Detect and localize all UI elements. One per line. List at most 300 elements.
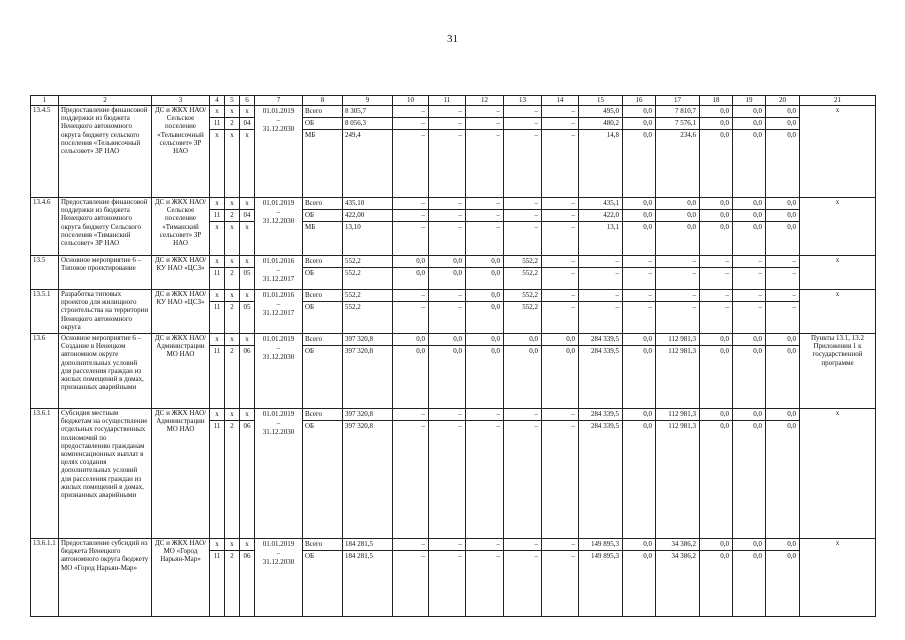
amount-cell (343, 290, 393, 334)
amount-value: 0,0 (753, 552, 762, 560)
amount-cell (700, 106, 733, 198)
code-value: 06 (243, 347, 251, 355)
amount-value: – (579, 290, 622, 302)
code-value: 2 (230, 303, 234, 311)
amount-cell (733, 334, 766, 409)
funding-source: ОБ (303, 210, 342, 222)
amount-cell (343, 106, 393, 198)
amount-value: – (429, 198, 465, 210)
amount-value: – (766, 290, 799, 302)
amount-value: 0,0 (491, 303, 500, 311)
amount-cell (393, 290, 429, 334)
code-value: х (225, 198, 239, 210)
period-value: 01.01.2016 (262, 291, 295, 299)
amount-value: – (725, 303, 729, 311)
amount-cell (343, 256, 393, 290)
amount-value: – (429, 539, 465, 551)
amount-cell (623, 334, 656, 409)
amount-value: – (429, 118, 465, 130)
column-header-5: 5 (225, 96, 240, 106)
funding-source: Всего (303, 290, 342, 302)
item-executor: ДС и ЖКХ НАО/ Сельское поселение «Тельвисочный сельсовет» ЗР НАО (152, 106, 210, 198)
item-name: Предоставление финансовой поддержки из бюджета Ненецкого автономного округа бюджету сельского поселения «Тельвисочный сельсовет» ЗР НАО (59, 106, 152, 198)
code-cell (225, 539, 240, 617)
amount-value: 0,0 (720, 131, 729, 139)
item-executor: ДС и ЖКХ НАО/ КУ НАО «ЦСЗ» (152, 256, 210, 290)
amount-cell (429, 409, 466, 539)
amount-value: – (623, 290, 655, 302)
amount-cell (504, 256, 542, 290)
amount-cell (766, 539, 800, 617)
amount-value: 0,0 (623, 539, 655, 551)
amount-value: – (421, 131, 425, 139)
amount-cell (623, 106, 656, 198)
item-name: Предоставление финансовой поддержки из бюджета Ненецкого автономного округа бюджету Сельского поселения «Тиманский сельсовет» ЗР НАО (59, 198, 152, 256)
amount-value: 0,0 (787, 552, 796, 560)
amount-value: 0,0 (766, 539, 799, 551)
amount-value: 0,0 (393, 334, 428, 346)
table-row (31, 539, 876, 617)
amount-cell (393, 334, 429, 409)
amount-value: 112 981,3 (656, 409, 699, 421)
amount-cell (343, 334, 393, 409)
code-value: 04 (240, 118, 254, 130)
amount-cell (766, 334, 800, 409)
amount-cell (466, 539, 504, 617)
amount-value: – (534, 552, 538, 560)
amount-cell (733, 290, 766, 334)
amount-value: 149 895,3 (591, 552, 619, 560)
column-header-17: 17 (656, 96, 700, 106)
funding-source: ОБ (303, 118, 342, 130)
amount-cell (579, 290, 623, 334)
amount-cell (429, 290, 466, 334)
amount-cell (504, 290, 542, 334)
amount-value: 0,0 (733, 198, 765, 210)
amount-value: – (393, 106, 428, 118)
amount-cell (656, 290, 700, 334)
code-value: 06 (243, 552, 251, 560)
amount-value: – (692, 269, 696, 277)
period-value: 01.01.2019 (262, 410, 295, 418)
source-cell (303, 539, 343, 617)
amount-value: – (458, 131, 462, 139)
code-value: 05 (243, 269, 251, 277)
amount-cell (393, 198, 429, 256)
period-value: 01.01.2019 (262, 199, 295, 207)
amount-value: 552,2 (504, 256, 541, 268)
amount-value: 552,2 (345, 303, 361, 311)
amount-cell (393, 256, 429, 290)
amount-value: 0,0 (787, 422, 796, 430)
table-row (31, 198, 876, 256)
amount-cell (542, 198, 579, 256)
amount-value: – (504, 106, 541, 118)
amount-cell (700, 409, 733, 539)
amount-cell (429, 334, 466, 409)
amount-cell (343, 539, 393, 617)
code-cell (225, 256, 240, 290)
amount-value: – (725, 269, 729, 277)
item-note: х (800, 198, 876, 256)
amount-cell (766, 290, 800, 334)
amount-cell (656, 256, 700, 290)
source-cell (303, 198, 343, 256)
amount-cell (766, 409, 800, 539)
code-value: х (225, 256, 239, 268)
item-note: х (800, 539, 876, 617)
amount-value: – (504, 539, 541, 551)
amount-cell (542, 290, 579, 334)
amount-cell (466, 106, 504, 198)
amount-value: 0,0 (733, 409, 765, 421)
amount-value: – (656, 290, 699, 302)
amount-value: 552,2 (522, 303, 538, 311)
item-name: Предоставление субсидий из бюджета Ненецкого автономного округа бюджету МО «Город Нарьян-Мар» (59, 539, 152, 617)
code-cell (225, 198, 240, 256)
amount-cell (700, 256, 733, 290)
funding-source: Всего (303, 106, 342, 118)
amount-value: – (496, 552, 500, 560)
amount-value: – (571, 303, 575, 311)
amount-value: – (504, 118, 541, 130)
amount-cell (504, 539, 542, 617)
amount-value: 0,0 (733, 118, 765, 130)
code-value: 2 (225, 118, 239, 130)
amount-value: 552,2 (343, 256, 392, 268)
period-value: 31.12.2030 (262, 428, 295, 436)
amount-cell (579, 334, 623, 409)
code-cell (210, 334, 225, 409)
code-cell (210, 290, 225, 334)
amount-cell (466, 409, 504, 539)
amount-value: 0,0 (700, 210, 732, 222)
item-note: х (800, 106, 876, 198)
amount-value: – (458, 422, 462, 430)
item-name: Разработка типовых проектов для жилищного строительства на территории Ненецкого автономного округа (59, 290, 152, 334)
funding-source: ОБ (305, 552, 315, 560)
amount-value: 435,1 (579, 198, 622, 210)
amount-value: – (615, 303, 619, 311)
code-cell (210, 539, 225, 617)
code-value: 06 (243, 422, 251, 430)
item-number: 13.4.6 (31, 198, 59, 256)
funding-source: ОБ (305, 422, 315, 430)
period-value: – (276, 344, 281, 352)
amount-value: 0,0 (491, 269, 500, 277)
period-value: – (276, 419, 281, 427)
amount-value: 0,0 (643, 223, 652, 231)
amount-value: – (542, 290, 578, 302)
code-value: 11 (213, 303, 221, 311)
amount-value: 0,0 (766, 409, 799, 421)
code-cell (210, 198, 225, 256)
amount-value: – (571, 269, 575, 277)
amount-value: 0,0 (787, 347, 796, 355)
amount-value: 0,0 (766, 210, 799, 222)
amount-cell (504, 334, 542, 409)
item-executor: ДС и ЖКХ НАО/ Сельское поселение «Тиманский сельсовет» ЗР НАО (152, 198, 210, 256)
amount-cell (542, 106, 579, 198)
amount-cell (700, 198, 733, 256)
amount-value: – (429, 409, 465, 421)
table-row (31, 409, 876, 539)
amount-value: – (648, 303, 652, 311)
code-value: 05 (243, 303, 251, 311)
amount-value: – (534, 422, 538, 430)
code-value: х (240, 409, 254, 421)
amount-value: – (692, 303, 696, 311)
item-note: х (800, 409, 876, 539)
code-value: х (240, 334, 254, 346)
amount-value: 0,0 (700, 106, 732, 118)
source-cell (303, 106, 343, 198)
column-header-13: 13 (504, 96, 542, 106)
amount-cell (393, 539, 429, 617)
amount-value: 0,0 (623, 106, 655, 118)
period-value: 31.12.2030 (262, 217, 295, 225)
amount-value: 0,0 (656, 210, 699, 222)
period-cell (255, 409, 303, 539)
amount-value: – (542, 409, 578, 421)
amount-value: 552,2 (504, 290, 541, 302)
amount-value: 0,0 (753, 347, 762, 355)
amount-value: – (504, 210, 541, 222)
code-value: х (240, 198, 254, 210)
amount-cell (429, 256, 466, 290)
code-value: х (240, 290, 254, 302)
amount-value: 0,0 (623, 334, 655, 346)
amount-value: – (466, 198, 503, 210)
amount-cell (504, 198, 542, 256)
amount-value: 112 981,3 (668, 347, 696, 355)
code-value: х (210, 290, 224, 302)
amount-value: 0,0 (643, 552, 652, 560)
column-header-2: 2 (59, 96, 152, 106)
amount-value: – (792, 303, 796, 311)
amount-cell (733, 256, 766, 290)
period-value: 31.12.2030 (262, 353, 295, 361)
amount-value: 397 320,8 (343, 409, 392, 421)
amount-value: – (542, 118, 578, 130)
amount-cell (623, 198, 656, 256)
amount-value: 13,1 (606, 223, 619, 231)
period-value: 31.12.2030 (262, 558, 295, 566)
amount-value: – (792, 269, 796, 277)
code-value: 11 (213, 422, 221, 430)
column-header-6: 6 (240, 96, 255, 106)
amount-value: – (466, 118, 503, 130)
amount-value: – (421, 303, 425, 311)
amount-value: 0,0 (700, 334, 732, 346)
amount-value: 0,0 (700, 118, 732, 130)
amount-cell (504, 106, 542, 198)
amount-cell (700, 539, 733, 617)
amount-cell (656, 198, 700, 256)
column-header-15: 15 (579, 96, 623, 106)
item-number: 13.5.1 (31, 290, 59, 334)
period-value: – (276, 116, 281, 124)
table-row (31, 290, 876, 334)
period-value: 31.12.2017 (262, 275, 295, 283)
amount-value: 0,0 (766, 106, 799, 118)
column-header-19: 19 (733, 96, 766, 106)
amount-cell (579, 106, 623, 198)
item-name: Основное мероприятие 6 – Создание в Ненецком автономном округе дополнительных условий для расселения граждан из жилых помещений в домах, признанных аварийными (59, 334, 152, 409)
amount-value: 0,0 (466, 256, 503, 268)
amount-value: 0,0 (416, 269, 425, 277)
item-number: 13.6 (31, 334, 59, 409)
amount-value: 0,0 (700, 198, 732, 210)
amount-cell (766, 198, 800, 256)
amount-cell (504, 409, 542, 539)
amount-cell (766, 256, 800, 290)
code-cell (240, 409, 255, 539)
program-table (30, 95, 876, 617)
column-header-16: 16 (623, 96, 656, 106)
amount-value: – (623, 256, 655, 268)
amount-value: – (534, 223, 538, 231)
amount-value: 0,0 (687, 223, 696, 231)
amount-cell (733, 539, 766, 617)
amount-cell (429, 198, 466, 256)
amount-value: 552,2 (345, 269, 361, 277)
item-executor: ДС и ЖКХ НАО/ МО «Город Нарьян-Мар» (152, 539, 210, 617)
amount-cell (343, 409, 393, 539)
amount-value: – (466, 539, 503, 551)
period-value: 01.01.2016 (262, 257, 295, 265)
amount-value: 0,0 (623, 409, 655, 421)
amount-value: – (466, 106, 503, 118)
amount-cell (542, 334, 579, 409)
amount-value: – (542, 210, 578, 222)
period-cell (255, 106, 303, 198)
amount-value: – (458, 223, 462, 231)
item-executor: ДС и ЖКХ НАО/ Администрации МО НАО (152, 334, 210, 409)
amount-value: 0,0 (643, 131, 652, 139)
amount-cell (700, 290, 733, 334)
column-header-18: 18 (700, 96, 733, 106)
code-cell (225, 106, 240, 198)
amount-value: 0,0 (720, 422, 729, 430)
funding-source: Всего (303, 539, 342, 551)
period-value: – (276, 549, 281, 557)
amount-value: – (571, 552, 575, 560)
amount-value: – (421, 422, 425, 430)
code-cell (210, 256, 225, 290)
code-value: х (210, 198, 224, 210)
source-cell (303, 409, 343, 539)
amount-value: 0,0 (766, 198, 799, 210)
code-cell (210, 106, 225, 198)
column-header-10: 10 (393, 96, 429, 106)
amount-value: 284 339,5 (591, 347, 619, 355)
period-cell (255, 256, 303, 290)
amount-value: 0,0 (733, 334, 765, 346)
amount-cell (656, 539, 700, 617)
amount-value: – (733, 256, 765, 268)
code-value: х (225, 106, 239, 118)
funding-source: Всего (303, 334, 342, 346)
amount-cell (429, 539, 466, 617)
amount-value: 0,0 (429, 334, 465, 346)
amount-value: 0,0 (623, 210, 655, 222)
amount-value: – (571, 422, 575, 430)
amount-value: – (542, 106, 578, 118)
code-value: 11 (213, 552, 221, 560)
funding-source: МБ (305, 223, 316, 231)
amount-value: – (542, 539, 578, 551)
code-cell (240, 198, 255, 256)
funding-source: ОБ (305, 347, 315, 355)
period-cell (255, 198, 303, 256)
item-note: х (800, 256, 876, 290)
amount-value: – (758, 269, 762, 277)
amount-value: 0,0 (466, 290, 503, 302)
amount-value: – (393, 409, 428, 421)
period-value: – (276, 266, 281, 274)
amount-value: 8 305,7 (343, 106, 392, 118)
code-value: х (210, 409, 224, 421)
item-name: Основное мероприятие 6 – Типовое проектирование (59, 256, 152, 290)
amount-cell (343, 198, 393, 256)
period-value: 31.12.2030 (262, 125, 295, 133)
table-row (31, 106, 876, 198)
amount-value: 422,0 (579, 210, 622, 222)
item-executor: ДС и ЖКХ НАО/ Администрации МО НАО (152, 409, 210, 539)
item-executor: ДС и ЖКХ НАО/ КУ НАО «ЦСЗ» (152, 290, 210, 334)
column-header-11: 11 (429, 96, 466, 106)
code-value: х (225, 290, 239, 302)
amount-value: – (648, 269, 652, 277)
code-value: х (215, 223, 219, 231)
amount-cell (623, 409, 656, 539)
amount-value: – (656, 256, 699, 268)
period-value: 01.01.2019 (262, 335, 295, 343)
amount-cell (466, 256, 504, 290)
period-value: – (276, 208, 281, 216)
period-cell (255, 539, 303, 617)
amount-value: – (496, 223, 500, 231)
amount-value: – (579, 256, 622, 268)
amount-value: 0,0 (643, 347, 652, 355)
code-value: х (240, 106, 254, 118)
item-note: х (800, 290, 876, 334)
amount-value: 0,0 (700, 539, 732, 551)
period-value: 01.01.2019 (262, 540, 295, 548)
period-cell (255, 290, 303, 334)
amount-value: 0,0 (542, 334, 578, 346)
amount-value: 112 981,3 (668, 422, 696, 430)
item-number: 13.6.1 (31, 409, 59, 539)
amount-value: 184 281,5 (345, 552, 373, 560)
code-cell (225, 334, 240, 409)
code-value: х (245, 223, 249, 231)
amount-cell (733, 198, 766, 256)
amount-value: 397 320,8 (343, 334, 392, 346)
amount-value: 0,0 (491, 347, 500, 355)
code-cell (240, 106, 255, 198)
code-value: 2 (230, 269, 234, 277)
amount-value: 0,0 (733, 539, 765, 551)
amount-value: 112 981,3 (656, 334, 699, 346)
source-cell (303, 334, 343, 409)
amount-cell (393, 106, 429, 198)
amount-value: 0,0 (566, 347, 575, 355)
code-value: 11 (210, 210, 224, 222)
amount-value: – (429, 106, 465, 118)
amount-value: 0,0 (466, 334, 503, 346)
